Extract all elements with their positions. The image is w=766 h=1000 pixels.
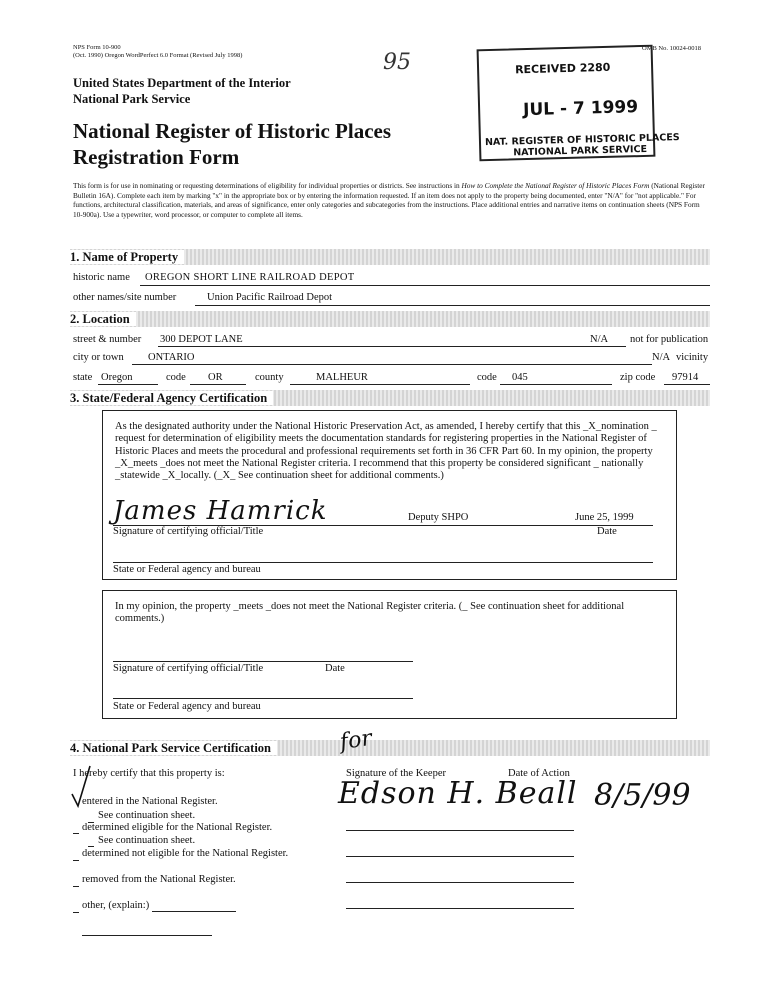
zip-field[interactable]: 97914	[672, 372, 699, 383]
vicinity-field[interactable]: N/A	[652, 352, 671, 363]
other-names-line	[195, 305, 710, 306]
street-label: street & number	[73, 334, 142, 345]
stamp-line2: NATIONAL PARK SERVICE	[513, 143, 648, 159]
form-title: National Register of Historic Places	[73, 119, 392, 143]
opinion-paragraph: In my opinion, the property _meets _does not meet the National Register criteria. (_ See continuation sheet for additional comments.)	[115, 601, 625, 625]
department: United States Department of the Interior	[73, 76, 291, 90]
instructions	[73, 181, 710, 219]
agency-line	[113, 562, 653, 563]
county-field[interactable]: MALHEUR	[316, 372, 368, 383]
state-code-field[interactable]: OR	[208, 372, 223, 383]
county-code-line	[500, 384, 612, 385]
zip-label: zip code	[620, 372, 656, 383]
state-label: state	[73, 372, 93, 383]
certification-paragraph: As the designated authority under the National Historic Preservation Act, as amended, I hereby certify that this _X_nomination _ request for determination of eligibility meets the documentation standards for registering properties in the National Register of Historic Places and meets the procedural and professional requirements set forth in 36 CFR Part 60. In my opinion, the property _X_meets _does not meet the National Register criteria. I recommend that this property be considered significant _ nationally _statewide _X_locally. (_X_ See continuation sheet for additional comments.)	[115, 421, 657, 482]
other-names-label: other names/site number	[73, 292, 177, 303]
county-label: county	[255, 372, 284, 383]
state-line	[98, 384, 158, 385]
keeper-label: Signature of the Keeper	[346, 768, 447, 779]
keeper-signature: Edson H. Beall	[338, 776, 578, 811]
other-explain-line-2	[82, 935, 212, 936]
option-removed[interactable]: removed from the National Register.	[82, 874, 236, 885]
option-see-continuation-1[interactable]: See continuation sheet.	[98, 810, 196, 821]
agency-label: State or Federal agency and bureau	[113, 564, 261, 575]
publication-line	[610, 346, 626, 347]
section-3-header: 3. State/Federal Agency Certification	[70, 390, 710, 406]
action-date-label: Date of Action	[508, 768, 570, 779]
section-1-header: 1. Name of Property	[70, 249, 710, 265]
state-field[interactable]: Oregon	[101, 372, 133, 383]
option-blank	[73, 833, 79, 834]
opinion-agency-label: State or Federal agency and bureau	[113, 701, 261, 712]
option-blank	[73, 912, 79, 913]
stamp-line1: NAT. REGISTER OF HISTORIC PLACES	[484, 132, 680, 149]
option-entered[interactable]: entered in the National Register.	[82, 796, 218, 807]
for-note: for	[338, 725, 374, 756]
option-other[interactable]: other, (explain:)	[82, 900, 150, 911]
instructions-text-cont: (National Register Bulletin 16A). Complete each item by marking "x" in the appropriate box or by entering the information requested. If an item does not apply to the property being documented, enter "N/A" for "not applicable." For functions, architectural classification, materials, and areas of significance, enter only categories and subcategories from the instructions. Place additional entries and narrative items on continuation sheets (NPS Form 10-900a). Use a typewriter, word processor, or computer to complete all items.	[73, 181, 705, 219]
option-blank	[88, 846, 94, 847]
option-not-eligible[interactable]: determined not eligible for the National Register.	[82, 848, 289, 859]
stamp-received: RECEIVED 2280	[514, 60, 611, 77]
publication-label: not for publication	[630, 334, 709, 345]
certify-statement: I hereby certify that this property is:	[73, 768, 225, 779]
opinion-box	[102, 590, 677, 719]
opinion-signature-line	[113, 661, 413, 662]
section-4-header: 4. National Park Service Certification	[70, 740, 710, 756]
other-explain-line	[152, 911, 236, 912]
signature-label: Signature of certifying official/Title	[113, 526, 264, 537]
option-blank	[73, 886, 79, 887]
margin-note: 95	[383, 50, 411, 75]
instructions-bulletin: How to Complete the National Register of Historic Places Form	[461, 181, 650, 190]
street-line	[158, 346, 610, 347]
form-number: NPS Form 10-900	[73, 44, 121, 51]
stamp-date: JUL - 7 1999	[522, 97, 639, 121]
state-signature: James Hamrick	[113, 496, 328, 526]
form-version: (Oct. 1990) Oregon WordPerfect 6.0 Format (Revised July 1998)	[73, 52, 243, 59]
action-date: 8/5/99	[594, 778, 691, 813]
keeper-line-4	[346, 908, 574, 909]
option-eligible[interactable]: determined eligible for the National Register.	[82, 822, 273, 833]
keeper-line-1	[346, 830, 574, 831]
opinion-agency-line	[113, 698, 413, 699]
county-line	[290, 384, 470, 385]
option-see-continuation-2[interactable]: See continuation sheet.	[98, 835, 196, 846]
omb-number: OMB No. 10024-0018	[642, 45, 702, 52]
service: National Park Service	[73, 92, 191, 106]
keeper-line-2	[346, 856, 574, 857]
state-code-label: code	[166, 372, 186, 383]
vicinity-label: vicinity	[676, 352, 709, 363]
official-title: Deputy SHPO	[408, 512, 469, 523]
historic-name-field[interactable]: OREGON SHORT LINE RAILROAD DEPOT	[145, 272, 355, 283]
historic-name-label: historic name	[73, 272, 130, 283]
zip-line	[664, 384, 710, 385]
instructions-text: This form is for use in nominating or requesting determinations of eligibility for individual properties or districts. See instructions in	[73, 181, 462, 190]
signature-date: June 25, 1999	[575, 512, 634, 523]
date-label: Date	[597, 526, 617, 537]
county-code-field[interactable]: 045	[512, 372, 528, 383]
keeper-line-3	[346, 882, 574, 883]
opinion-signature-label: Signature of certifying official/Title	[113, 663, 264, 674]
city-field[interactable]: ONTARIO	[148, 352, 195, 363]
publication-field[interactable]: N/A	[590, 334, 609, 345]
city-line	[132, 364, 652, 365]
option-blank	[73, 860, 79, 861]
opinion-date-label: Date	[325, 663, 345, 674]
city-label: city or town	[73, 352, 124, 363]
state-certification-box	[102, 410, 677, 580]
county-code-label: code	[477, 372, 497, 383]
other-names-field[interactable]: Union Pacific Railroad Depot	[207, 292, 333, 303]
section-2-header: 2. Location	[70, 311, 710, 327]
state-code-line	[190, 384, 246, 385]
form-subtitle: Registration Form	[73, 145, 240, 169]
street-field[interactable]: 300 DEPOT LANE	[160, 334, 243, 345]
historic-name-line	[140, 285, 710, 286]
